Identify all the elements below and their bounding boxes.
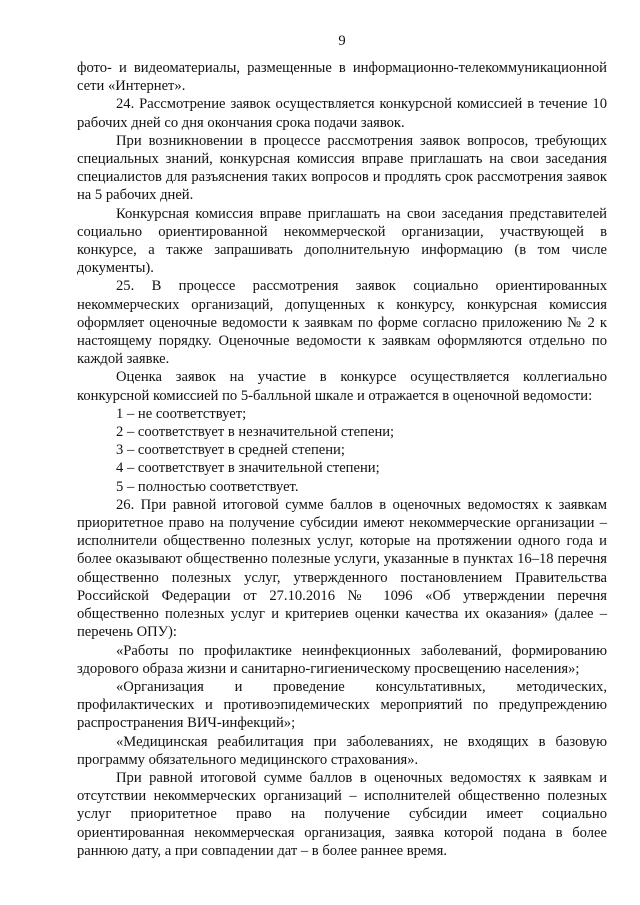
paragraph-24: 24. Рассмотрение заявок осуществляется конкурсной комиссией в течение 10 рабочих дней со дня окончания срока подачи заявок. [77,96,607,131]
scale-item: 4 – соответствует в значительной степени; [116,460,380,477]
page-number: 9 [338,33,346,49]
service-item-prevention: «Работы по профилактике неинфекционных заболеваний, формированию здорового образа жизни и санитарно-гигиеническому просвещению населения»; [77,642,607,677]
paragraph-continuation: фото- и видеоматериалы, размещенные в информационно-телекоммуникационной сети «Интернет». [77,60,607,95]
scale-item: 3 – соответствует в средней степени; [116,442,345,459]
paragraph-26: 26. При равной итоговой сумме баллов в оценочных ведомостях к заявкам приоритетное право на получение субсидии имеют некоммерческие организации – исполнители общественно полезных услуг, которые на протяжении одного года и более оказывают общественно полезные услуги, указанные в пунктах 16–18 перечня общественно полезных услуг, утвержденного постановлением Правительства Российской Федерации от 27.10.2016 № 1096 «Об утверждении перечня общественно полезных услуг и критериев оценки качества их оказания» (далее – перечень ОПУ): [77,496,607,641]
service-item-hiv: «Организация и проведение консультативных, методических, профилактических и противоэпидемических мероприятий по предупреждению распространения ВИЧ-инфекций»; [77,678,607,732]
paragraph-tiebreak: При равной итоговой сумме баллов в оценочных ведомостях к заявкам и отсутствии некоммерческих организаций – исполнителей общественно полезных услуг приоритетное право на получение субсидии имеет социально ориентированная некоммерческая организация, заявка которой подана в более раннюю дату, а при совпадении дат – в более раннее время. [77,769,607,859]
paragraph-representatives: Конкурсная комиссия вправе приглашать на свои заседания представителей социально ориентированной некоммерческой организации, участвующей в конкурсе, а также запрашивать дополнительную информацию (в том числе документы). [77,205,607,277]
paragraph-experts: При возникновении в процессе рассмотрения заявок вопросов, требующих специальных знаний, конкурсная комиссия вправе приглашать на свои заседания специалистов для разъяснения таких вопросов и продлять срок рассмотрения заявок на 5 рабочих дней. [77,132,607,204]
scale-item: 5 – полностью соответствует. [116,478,299,495]
paragraph-25: 25. В процессе рассмотрения заявок социально ориентированных некоммерческих организаций, допущенных к конкурсу, конкурсная комиссия оформляет оценочные ведомости к заявкам по форме согласно приложению № 2 к настоящему порядку. Оценочные ведомости к заявкам оформляются отдельно по каждой заявке. [77,278,607,368]
scale-item: 2 – соответствует в незначительной степени; [116,424,395,441]
scale-item: 1 – не соответствует; [116,405,247,422]
service-item-rehabilitation: «Медицинская реабилитация при заболеваниях, не входящих в базовую программу обязательного медицинского страхования». [77,733,607,768]
paragraph-scoring: Оценка заявок на участие в конкурсе осуществляется коллегиально конкурсной комиссией по 5-балльной шкале и отражается в оценочной ведомости: [77,369,607,404]
